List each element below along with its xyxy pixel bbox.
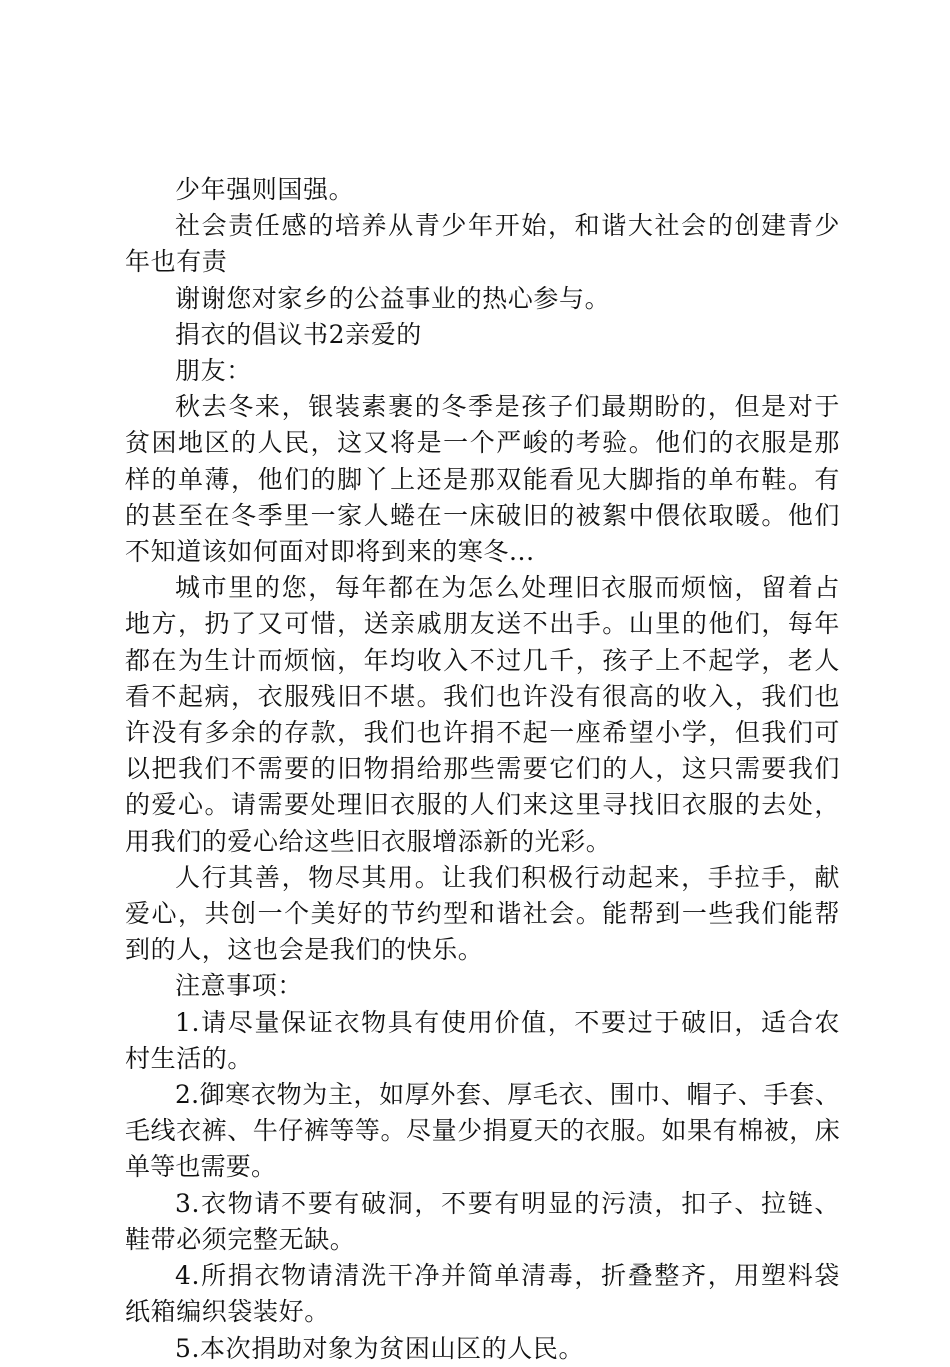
- salutation: 朋友：: [175, 356, 252, 386]
- note-item-2: 2.御寒衣物为主，如厚外套、厚毛衣、围巾、帽子、手套、毛线衣裤、牛仔裤等等。尽量少捐夏天的衣服。如果有棉被，床单等也需要。: [125, 1080, 840, 1182]
- note-item-4: 4.所捐衣物请清洗干净并简单清毒，折叠整齐，用塑料袋纸箱编织袋装好。: [125, 1261, 840, 1327]
- paragraph-thanks: 谢谢您对家乡的公益事业的热心参与。: [175, 283, 611, 313]
- paragraph-winter: 秋去冬来，银装素裹的冬季是孩子们最期盼的，但是对于贫困地区的人民，这又将是一个严峻的考验。他们的衣服是那样的单薄，他们的脚丫上还是那双能看见大脚指的单布鞋。有的甚至在冬季里一家人蜷在一床破旧的被絮中偎依取暖。他们不知道该如何面对即将到来的寒冬...: [125, 392, 840, 567]
- paragraph-call-to-action: 人行其善，物尽其用。让我们积极行动起来，手拉手，献爱心，共创一个美好的节约型和谐社会。能帮到一些我们能帮到的人，这也会是我们的快乐。: [125, 862, 840, 965]
- paragraph-city: 城市里的您，每年都在为怎么处理旧衣服而烦恼，留着占地方，扔了又可惜，送亲戚朋友送不出手。山里的他们，每年都在为生计而烦恼，年均收入不过几千，孩子上不起学，老人看不起病，衣服残旧不堪。我们也许没有很高的收入，我们也许没有多余的存款，我们也许捐不起一座希望小学，但我们可以把我们不需要的旧物捐给那些需要它们的人，这只需要我们的爱心。请需要处理旧衣服的人们来这里寻找旧衣服的去处，用我们的爱心给这些旧衣服增添新的光彩。: [125, 573, 840, 856]
- paragraph-closing-line: 少年强则国强。: [175, 175, 355, 204]
- document-title: 捐衣的倡议书2亲爱的: [175, 319, 422, 349]
- note-item-3: 3.衣物请不要有破洞，不要有明显的污渍，扣子、拉链、鞋带必须完整无缺。: [125, 1188, 840, 1254]
- paragraph-social-responsibility: 社会责任感的培养从青少年开始，和谐大社会的创建青少年也有责: [125, 211, 840, 277]
- note-item-5: 5.本次捐助对象为贫困山区的人民。: [175, 1333, 585, 1363]
- document-body: [125, 172, 840, 1367]
- note-item-1: 1.请尽量保证衣物具有使用价值，不要过于破旧，适合农村生活的。: [125, 1007, 840, 1073]
- notes-heading: 注意事项：: [175, 971, 304, 1001]
